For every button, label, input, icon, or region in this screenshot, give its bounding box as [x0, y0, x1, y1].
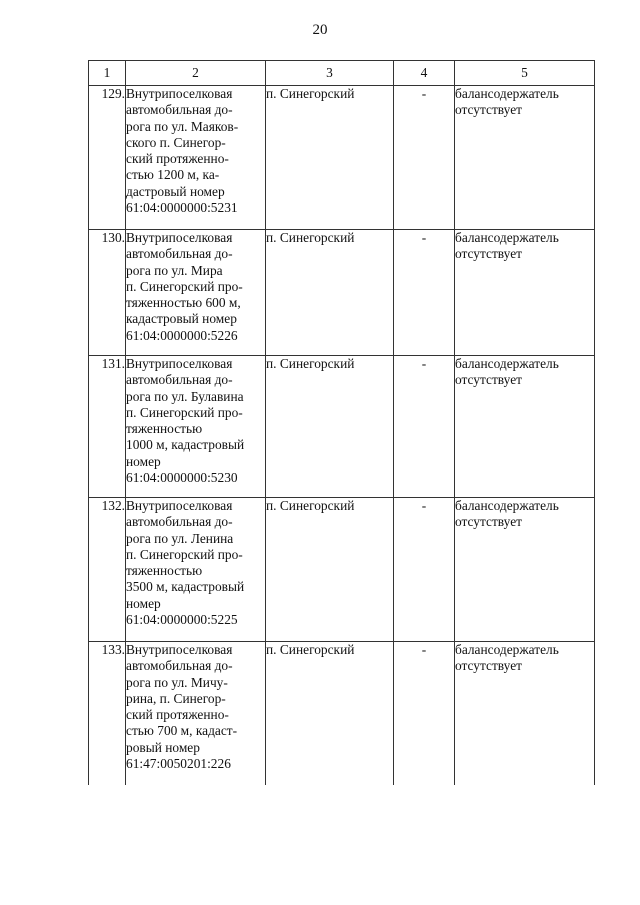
- row-number: 129.: [89, 86, 126, 230]
- balance-holder-cell: [455, 356, 595, 498]
- road-description: [126, 642, 266, 786]
- balance-holder-cell: [455, 498, 595, 642]
- road-description-line: Внутрипоселковая: [126, 86, 233, 101]
- road-description-line: 61:04:0000000:5225: [126, 612, 238, 628]
- balance-holder-line: отсутствует: [455, 372, 522, 388]
- road-description-line: п. Синегорский про-: [126, 278, 243, 294]
- row-number: 133.: [89, 642, 126, 786]
- column-header-4: 4: [394, 61, 455, 86]
- road-description: [126, 498, 266, 642]
- table-row: [89, 642, 595, 786]
- road-description-line: дастровый номер: [126, 183, 225, 199]
- row-number: 130.: [89, 230, 126, 356]
- road-description-line: 3500 м, кадастровый: [126, 579, 245, 595]
- road-description-line: автомобильная до-: [126, 514, 233, 530]
- road-description-line: Внутрипоселковая: [126, 356, 233, 371]
- road-description-line: рога по ул. Мира: [126, 262, 223, 278]
- balance-holder-line: балансодержатель: [455, 86, 559, 101]
- road-description-line: номер: [126, 453, 161, 469]
- road-description-line: тяженностью 600 м,: [126, 295, 241, 311]
- location-cell: п. Синегорский: [266, 498, 394, 642]
- road-description-line: ровый номер: [126, 739, 200, 755]
- location-cell: п. Синегорский: [266, 230, 394, 356]
- road-description-line: рога по ул. Маяков-: [126, 118, 239, 134]
- road-description-line: автомобильная до-: [126, 102, 233, 118]
- road-description: [126, 230, 266, 356]
- balance-holder-line: отсутствует: [455, 514, 522, 530]
- road-description-line: 61:04:0000000:5231: [126, 200, 238, 216]
- road-description-line: стью 1200 м, ка-: [126, 167, 220, 183]
- road-description-line: ского п. Синегор-: [126, 134, 226, 150]
- road-description-line: тяженностью: [126, 421, 203, 437]
- road-description-line: Внутрипоселковая: [126, 230, 233, 245]
- road-description-line: рога по ул. Мичу-: [126, 674, 228, 690]
- column-header-3: 3: [266, 61, 394, 86]
- road-description-line: автомобильная до-: [126, 246, 233, 262]
- balance-holder-line: отсутствует: [455, 658, 522, 674]
- road-description-line: Внутрипоселковая: [126, 642, 233, 657]
- road-description-line: 61:04:0000000:5230: [126, 470, 238, 486]
- road-description-line: 1000 м, кадастровый: [126, 437, 245, 453]
- road-description-line: п. Синегорский про-: [126, 546, 243, 562]
- table-header-row: [89, 61, 595, 86]
- road-description-line: номер: [126, 595, 161, 611]
- road-description-line: рога по ул. Ленина: [126, 530, 234, 546]
- road-description-line: тяженностью: [126, 563, 203, 579]
- road-description-line: ский протяженно-: [126, 151, 229, 167]
- location-cell: п. Синегорский: [266, 642, 394, 786]
- road-description-line: Внутрипоселковая: [126, 498, 233, 513]
- table-row: [89, 356, 595, 498]
- balance-holder-line: балансодержатель: [455, 498, 559, 513]
- column-4-cell: -: [394, 230, 455, 356]
- road-description-line: п. Синегорский про-: [126, 404, 243, 420]
- column-header-5: 5: [455, 61, 595, 86]
- balance-holder-cell: [455, 86, 595, 230]
- location-cell: п. Синегорский: [266, 86, 394, 230]
- road-description-line: 61:47:0050201:226: [126, 756, 231, 772]
- table-row: [89, 498, 595, 642]
- column-4-cell: -: [394, 86, 455, 230]
- road-description-line: автомобильная до-: [126, 658, 233, 674]
- road-description-line: 61:04:0000000:5226: [126, 327, 238, 343]
- road-description-line: рина, п. Синегор-: [126, 690, 226, 706]
- balance-holder-line: балансодержатель: [455, 642, 559, 657]
- location-cell: п. Синегорский: [266, 356, 394, 498]
- road-description: [126, 356, 266, 498]
- road-description-line: рога по ул. Булавина: [126, 388, 244, 404]
- column-4-cell: -: [394, 642, 455, 786]
- road-description: [126, 86, 266, 230]
- table-row: [89, 230, 595, 356]
- balance-holder-cell: [455, 642, 595, 786]
- page-number: 20: [312, 22, 328, 38]
- column-4-cell: -: [394, 498, 455, 642]
- road-description-line: кадастровый номер: [126, 311, 237, 327]
- row-number: 132.: [89, 498, 126, 642]
- table-row: [89, 86, 595, 230]
- column-header-1: 1: [89, 61, 126, 86]
- balance-holder-cell: [455, 230, 595, 356]
- balance-holder-line: отсутствует: [455, 102, 522, 118]
- row-number: 131.: [89, 356, 126, 498]
- balance-holder-line: балансодержатель: [455, 230, 559, 245]
- road-description-line: стью 700 м, кадаст-: [126, 723, 238, 739]
- column-4-cell: -: [394, 356, 455, 498]
- road-description-line: ский протяженно-: [126, 707, 229, 723]
- column-header-2: 2: [126, 61, 266, 86]
- balance-holder-line: балансодержатель: [455, 356, 559, 371]
- balance-holder-line: отсутствует: [455, 246, 522, 262]
- road-description-line: автомобильная до-: [126, 372, 233, 388]
- registry-table: [88, 60, 595, 785]
